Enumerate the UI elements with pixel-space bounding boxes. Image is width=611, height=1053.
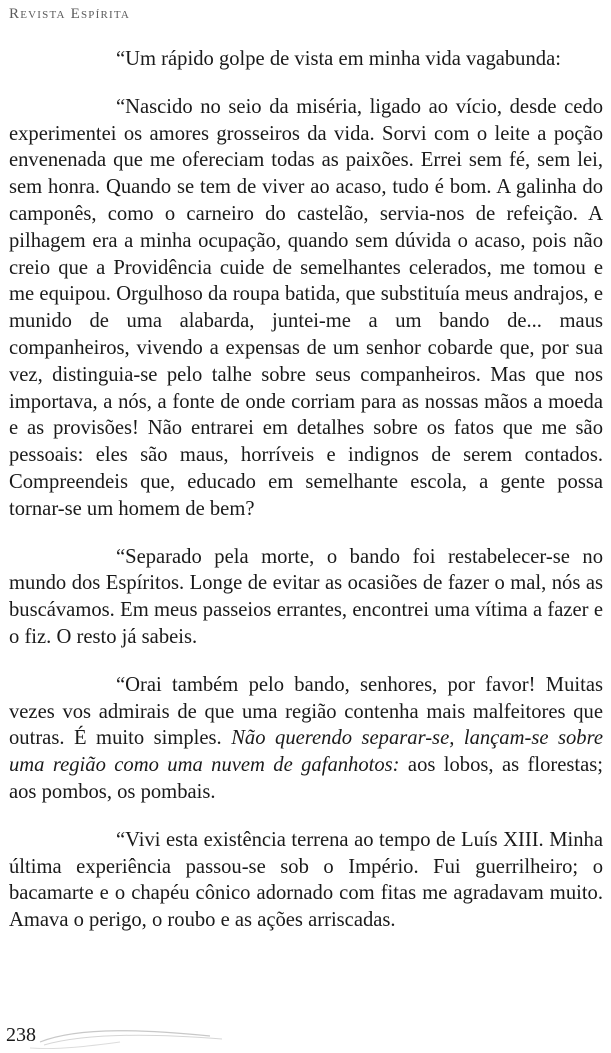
- paragraph-5: “Vivi esta existência terrena ao tempo de Luís XIII. Minha última experiência passou-se sob o Império. Fui guerrilheiro; o bacamarte e o chapéu cônico adornado com fitas me agradavam muito. Amava o perigo, o roubo e as ações arriscadas.: [9, 828, 603, 932]
- paragraph-3: “Separado pela morte, o bando foi restabelecer-se no mundo dos Espíritos. Longe de evitar as ocasiões de fazer o mal, nós as buscávamos. Em meus passeios errantes, encontrei uma vítima a fazer e o fiz. O resto já sabeis.: [9, 545, 603, 648]
- paragraph-2: “Nascido no seio da miséria, ligado ao vício, desde cedo experimentei os amores grosseiros da vida. Sorvi com o leite a poção envenenada que me ofereciam todas as paixões. Errei sem fé, sem lei, sem honra. Quando se tem de viver ao acaso, tudo é bom. A galinha do camponês, como o carneiro do castelão, servia-nos de refeição. A pilhagem era a minha ocupação, quando sem dúvida o acaso, pois não creio que a Providência cuide de semelhantes celerados, me tomou e me equipou. Orgulhoso da roupa batida, que substituía meus andrajos, e munido de uma alabarda, juntei-me a um bando de... maus companheiros, vivendo a expensas de um senhor cobarde que, por sua vez, distinguia-se pelo talhe sobre seus companheiros. Mas que nos importava, a nós, a fonte de onde corriam para as nossas mãos a moeda e as provisões! Não entrarei em detalhes sobre os fatos que me são pessoais: eles são maus, horríveis e indignos de serem contados. Compreendeis que, educado em semelhante escola, a gente possa tornar-se um homem de bem?: [9, 95, 603, 520]
- page-number: 238: [6, 1024, 36, 1046]
- paragraph-4-italic: Não querendo separar-se, lançam-se sobre uma região como uma nuvem de gafanhotos:: [9, 727, 603, 777]
- paragraph-1: “Um rápido golpe de vista em minha vida vagabunda:: [116, 48, 561, 70]
- paragraph-4-start: “Orai também pelo bando, senhores, por favor! Muitas vezes vos admirais de que uma região contenha mais malfeitores que outras. É muito simples.: [9, 673, 603, 750]
- paragraph-4-end: aos lobos, as florestas; aos pombos, os pombais.: [9, 754, 603, 803]
- running-head: Revista Espírita: [9, 6, 131, 22]
- body-text: [9, 46, 603, 955]
- paragraph-4: [9, 672, 603, 806]
